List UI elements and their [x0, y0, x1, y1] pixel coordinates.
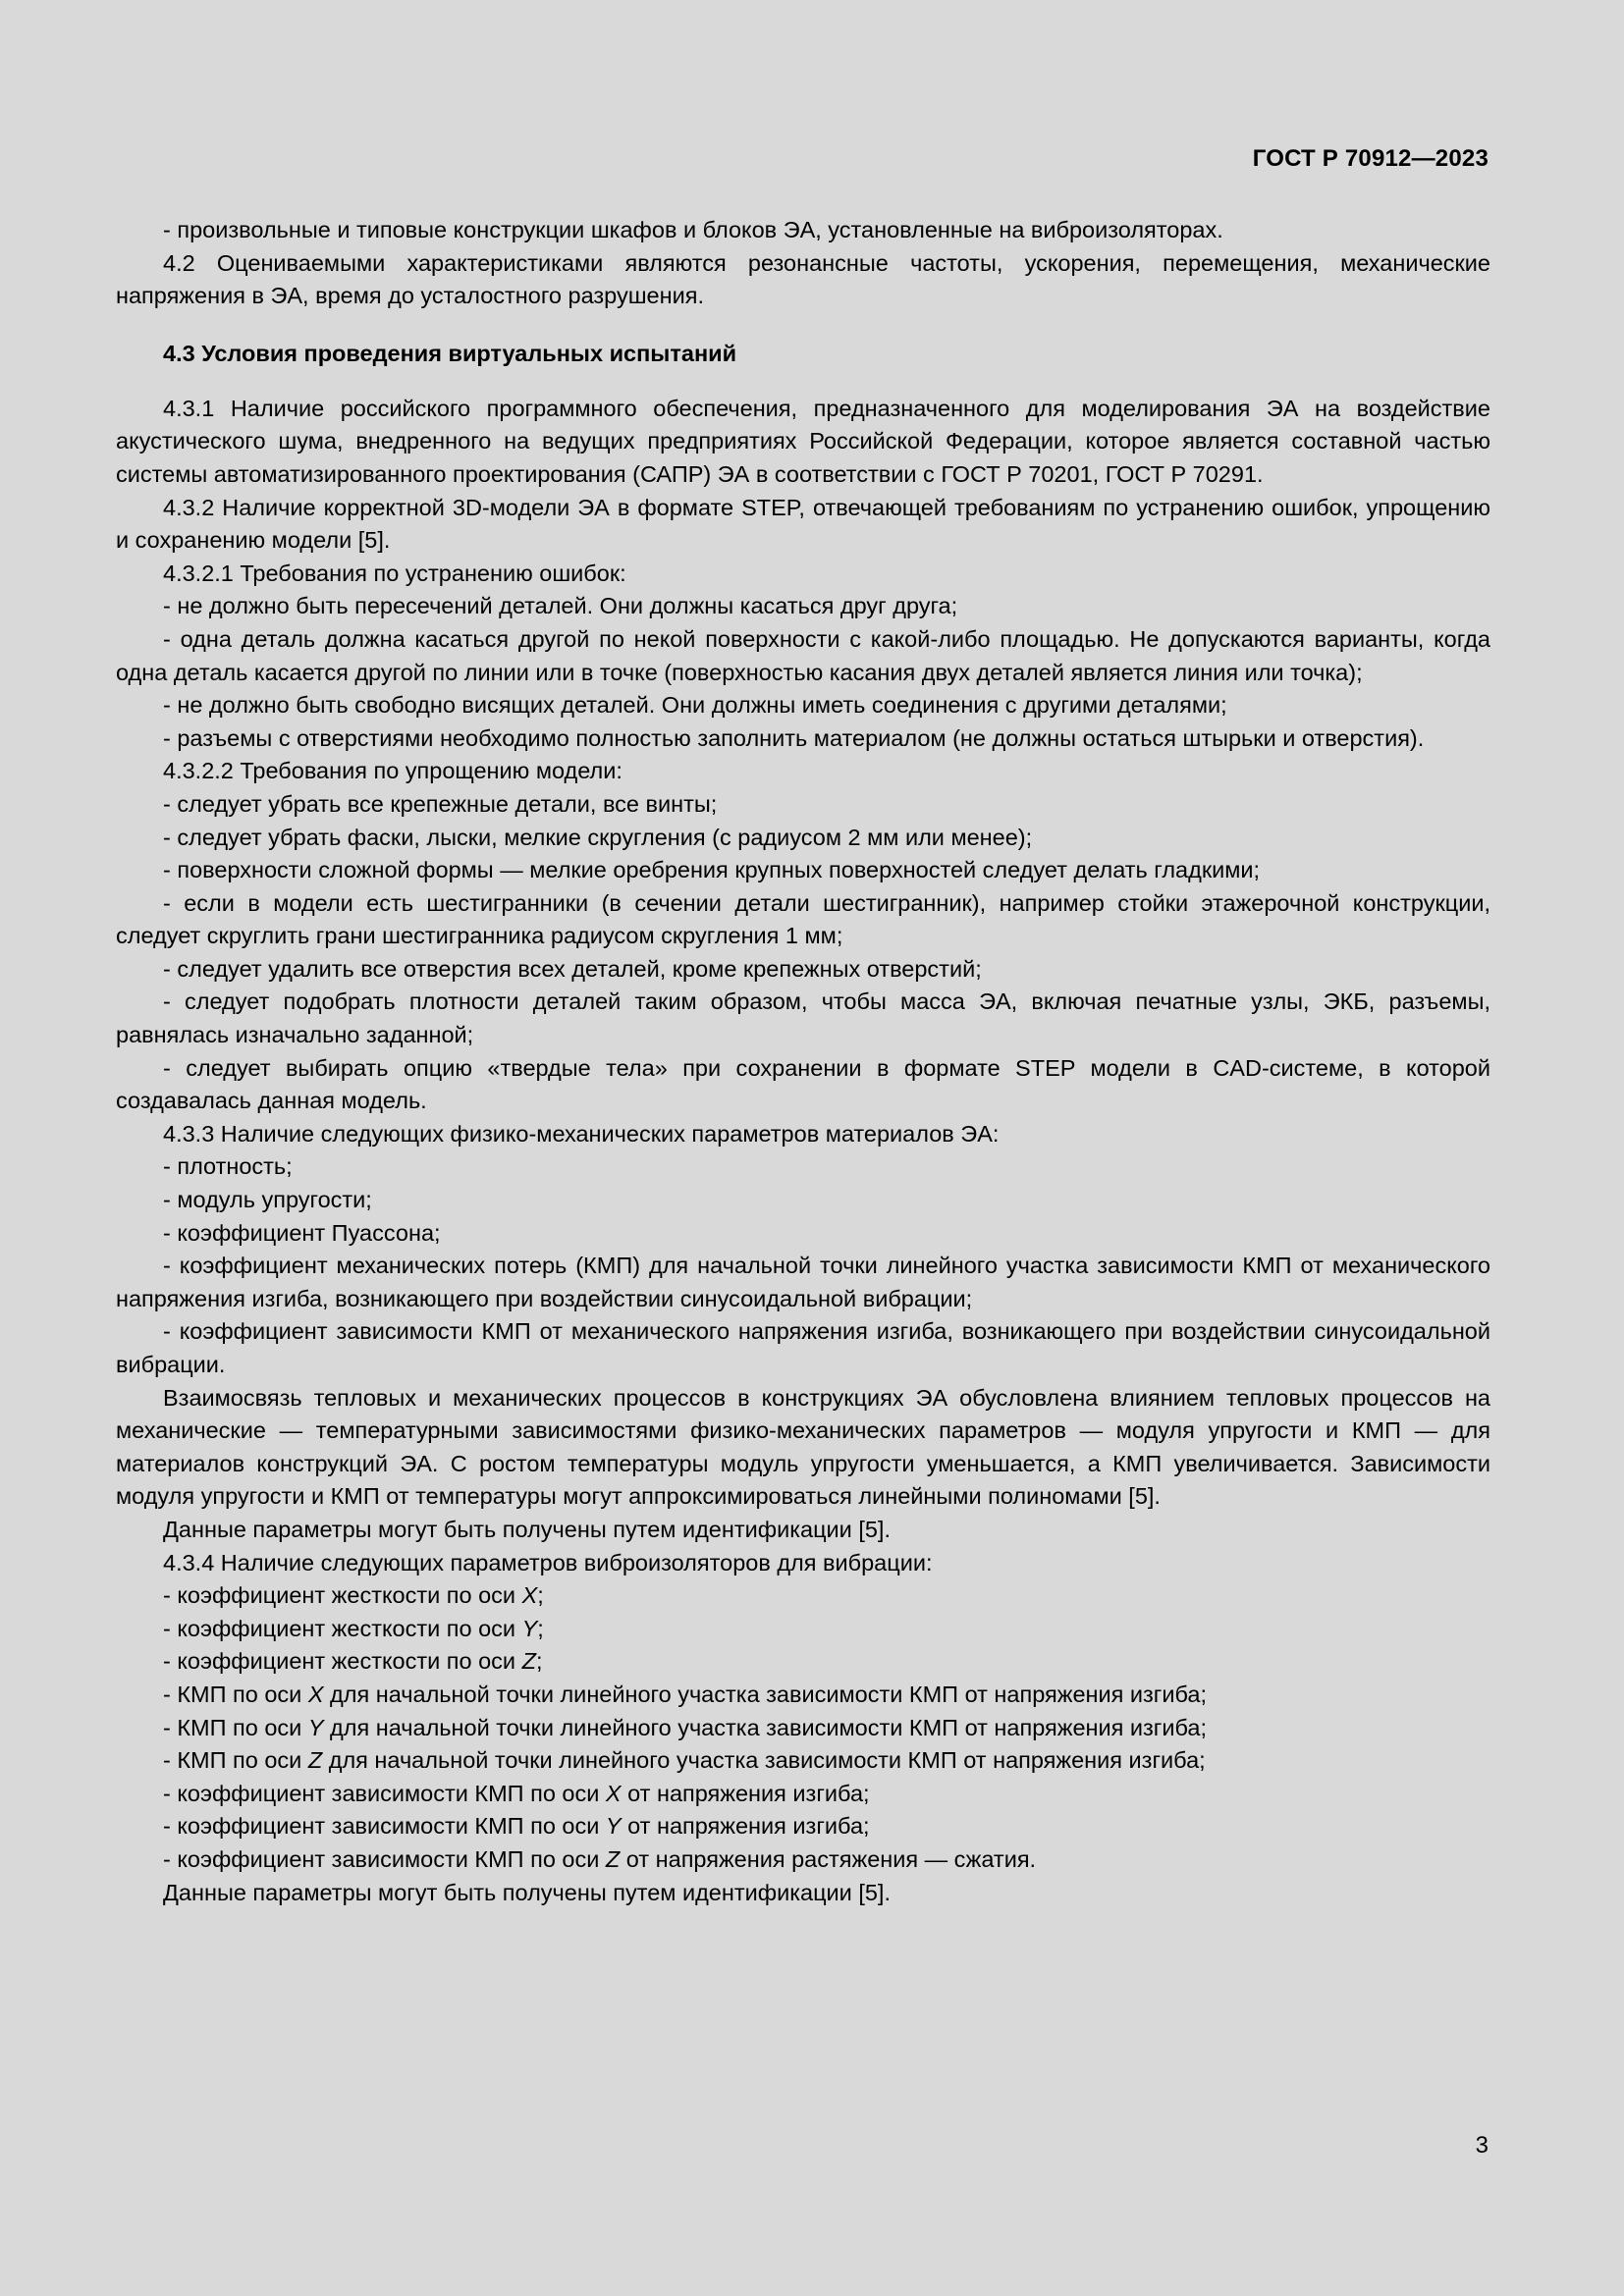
list-item: - модуль упругости;	[163, 1187, 372, 1213]
list-item: - коэффициент зависимости КМП по оси Y от напряжения изгиба;	[163, 1813, 870, 1840]
list-item: - следует убрать фаски, лыски, мелкие скругления (с радиусом 2 мм или менее);	[163, 824, 1033, 850]
paragraph: Данные параметры могут быть получены путем идентификации [5].	[163, 1516, 891, 1542]
list-item: - разъемы с отверстиями необходимо полностью заполнить материалом (не должны остаться штырьки и отверстия).	[163, 724, 1425, 751]
paragraph: Данные параметры могут быть получены путем идентификации [5].	[163, 1879, 891, 1905]
list-item: - одна деталь должна касаться другой по некой поверхности с какой-либо площадью. Не допускаются варианты, когда одна деталь касается другой по линии или в точке (поверхностью касания двух деталей является линия или точка);	[116, 625, 1490, 685]
list-item: - КМП по оси X для начальной точки линейного участка зависимости КМП от напряжения изгиба;	[163, 1681, 1207, 1707]
list-item: - поверхности сложной формы — мелкие оребрения крупных поверхностей следует делать гладкими;	[163, 857, 1261, 883]
list-item: - не должно быть пересечений деталей. Они должны касаться друг друга;	[163, 593, 958, 619]
document-header: ГОСТ Р 70912—2023	[1252, 145, 1489, 172]
list-item: - плотность;	[163, 1153, 293, 1180]
list-item: - не должно быть свободно висящих деталей. Они должны иметь соединения с другими деталями;	[163, 692, 1227, 719]
document-body	[116, 214, 1490, 1909]
section-heading: 4.3 Условия проведения виртуальных испытаний	[163, 340, 737, 366]
list-item: - коэффициент зависимости КМП от механического напряжения изгиба, возникающего при воздействии синусоидальной вибрации.	[116, 1318, 1490, 1377]
paragraph: 4.3.3 Наличие следующих физико-механических параметров материалов ЭА:	[163, 1120, 1000, 1147]
paragraph: - произвольные и типовые конструкции шкафов и блоков ЭА, установленные на виброизоляторах.	[163, 217, 1223, 242]
list-item: - коэффициент зависимости КМП по оси Z от напряжения растяжения — сжатия.	[163, 1845, 1037, 1872]
list-item: - коэффициент зависимости КМП по оси X от напряжения изгиба;	[163, 1780, 870, 1806]
list-item: - коэффициент жесткости по оси Z;	[163, 1648, 543, 1675]
list-item: - следует удалить все отверстия всех деталей, кроме крепежных отверстий;	[163, 955, 982, 982]
list-item: - коэффициент жесткости по оси X;	[163, 1582, 544, 1609]
list-item: - КМП по оси Z для начальной точки линейного участка зависимости КМП от напряжения изгиба;	[163, 1747, 1206, 1774]
list-item: - коэффициент жесткости по оси Y;	[163, 1615, 544, 1641]
paragraph: 4.3.4 Наличие следующих параметров виброизоляторов для вибрации:	[163, 1549, 933, 1575]
list-item: - коэффициент Пуассона;	[163, 1219, 441, 1246]
page-number: 3	[1475, 2132, 1489, 2159]
paragraph: 4.3.2 Наличие корректной 3D-модели ЭА в формате STEP, отвечающей требованиям по устранению ошибок, упрощению и сохранению модели [5].	[116, 494, 1490, 554]
list-item: - если в модели есть шестигранники (в сечении детали шестигранник), например стойки этажерочной конструкции, следует скруглить грани шестигранника радиусом скругления 1 мм;	[116, 889, 1490, 949]
list-item: - следует подобрать плотности деталей таким образом, чтобы масса ЭА, включая печатные узлы, ЭКБ, разъемы, равнялась изначально заданной;	[116, 988, 1490, 1048]
list-item: - следует выбирать опцию «твердые тела» при сохранении в формате STEP модели в CAD-системе, в которой создавалась данная модель.	[116, 1054, 1490, 1114]
paragraph: 4.3.2.2 Требования по упрощению модели:	[163, 758, 623, 784]
paragraph: Взаимосвязь тепловых и механических процессов в конструкциях ЭА обусловлена влиянием тепловых процессов на механические — температурными зависимостями физико-механических параметров — модуля упругости и КМП — для материалов конструкций ЭА. С ростом температуры модуль упругости уменьшается, а КМП увеличивается. Зависимости модуля упругости и КМП от температуры могут аппроксимироваться линейными полиномами [5].	[116, 1384, 1490, 1510]
paragraph: 4.3.1 Наличие российского программного обеспечения, предназначенного для моделирования ЭА на воздействие акустического шума, внедренного на ведущих предприятиях Российской Федерации, которое является составной частью системы автоматизированного проектирования (САПР) ЭА в соответствии с ГОСТ Р 70201, ГОСТ Р 70291.	[116, 395, 1490, 487]
list-item: - следует убрать все крепежные детали, все винты;	[163, 790, 718, 817]
list-item: - коэффициент механических потерь (КМП) для начальной точки линейного участка зависимости КМП от механического напряжения изгиба, возникающего при воздействии синусоидальной вибрации;	[116, 1253, 1490, 1311]
paragraph: 4.2 Оцениваемыми характеристиками являются резонансные частоты, ускорения, перемещения, механические напряжения в ЭА, время до усталостного разрушения.	[116, 249, 1490, 309]
list-item: - КМП по оси Y для начальной точки линейного участка зависимости КМП от напряжения изгиба;	[163, 1714, 1207, 1740]
paragraph: 4.3.2.1 Требования по устранению ошибок:	[163, 560, 626, 586]
